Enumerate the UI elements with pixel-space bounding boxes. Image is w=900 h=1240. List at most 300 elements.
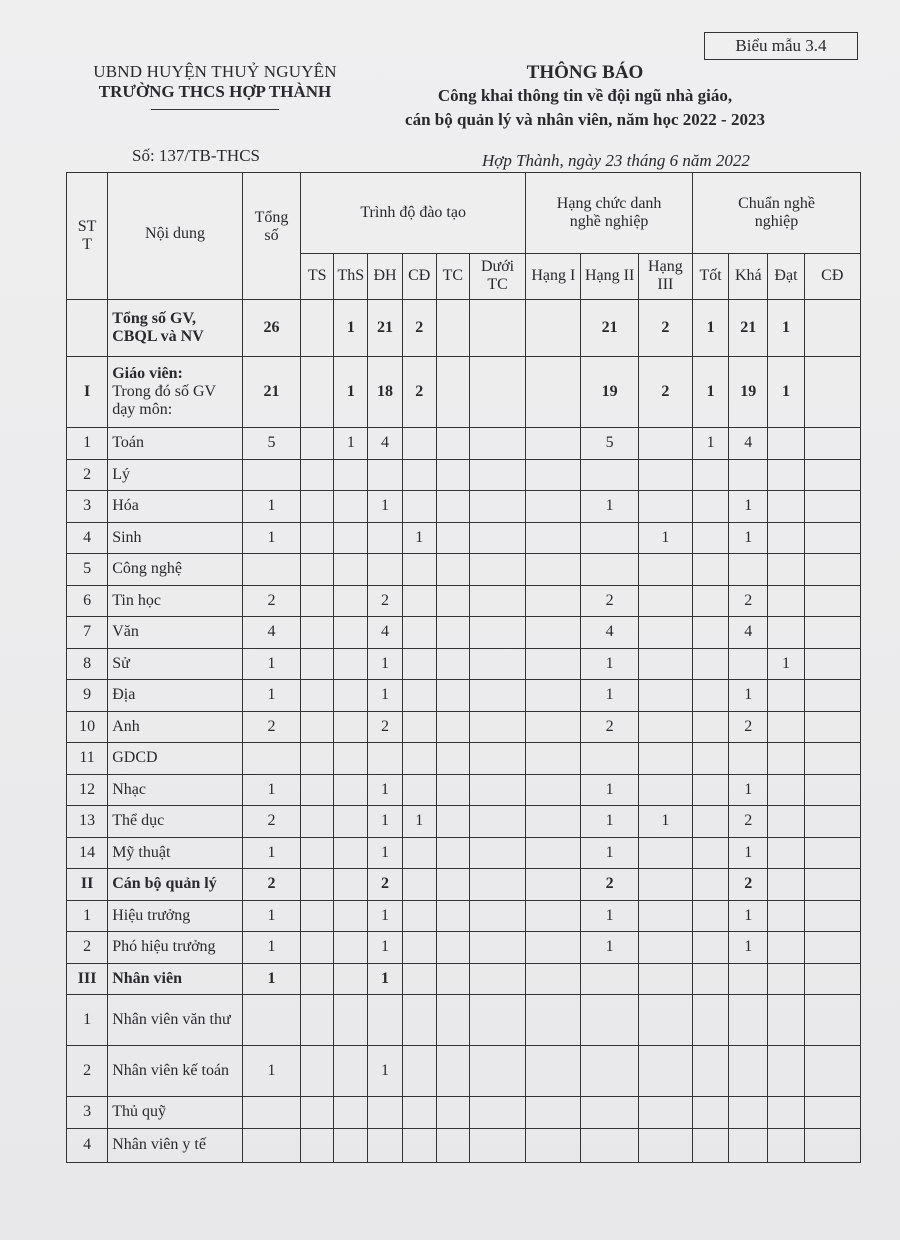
cell-ths	[334, 774, 368, 806]
cell-cd	[402, 617, 436, 649]
cell-duoitc	[469, 428, 525, 460]
cell-kha: 1	[729, 491, 768, 523]
row-content: Nhân viên y tế	[108, 1128, 243, 1162]
cell-dh	[368, 1128, 402, 1162]
cell-ths: 1	[334, 428, 368, 460]
cell-dat	[768, 1128, 804, 1162]
row-content-text: Trong đó số GV dạy môn:	[112, 383, 216, 418]
row-stt: 8	[67, 648, 108, 680]
cell-tc	[436, 357, 469, 428]
cell-tot	[693, 1046, 729, 1097]
cell-h3	[638, 491, 692, 523]
cell-cd2	[804, 522, 860, 554]
row-content-heading: Giáo viên:	[112, 365, 183, 382]
cell-kha: 1	[729, 774, 768, 806]
row-stt: 14	[67, 837, 108, 869]
cell-cd2	[804, 963, 860, 995]
cell-dat	[768, 522, 804, 554]
cell-cd2	[804, 1128, 860, 1162]
cell-h2: 1	[581, 806, 638, 838]
cell-ts	[301, 428, 334, 460]
table-row	[67, 428, 861, 460]
cell-cd	[402, 963, 436, 995]
cell-dh: 21	[368, 300, 402, 357]
cell-total: 1	[242, 522, 300, 554]
cell-kha	[729, 648, 768, 680]
table-row	[67, 1097, 861, 1129]
cell-tot: 1	[693, 300, 729, 357]
cell-duoitc	[469, 900, 525, 932]
cell-dh: 18	[368, 357, 402, 428]
row-stt: 9	[67, 680, 108, 712]
cell-tc	[436, 680, 469, 712]
cell-total: 26	[242, 300, 300, 357]
cell-dat	[768, 774, 804, 806]
cell-ts	[301, 774, 334, 806]
cell-h3	[638, 869, 692, 901]
cell-ts	[301, 459, 334, 491]
cell-total: 1	[242, 900, 300, 932]
subheader-cell: TS	[301, 253, 334, 299]
cell-h1	[526, 774, 581, 806]
heading-subtitle-2: cán bộ quản lý và nhân viên, năm học 2022 - 2023	[405, 110, 765, 129]
table-row	[67, 995, 861, 1046]
cell-h1	[526, 995, 581, 1046]
cell-cd	[402, 459, 436, 491]
cell-h1	[526, 963, 581, 995]
cell-total: 1	[242, 932, 300, 964]
row-stt: 2	[67, 1046, 108, 1097]
document-number: Số: 137/TB-THCS	[132, 146, 260, 165]
cell-cd2	[804, 428, 860, 460]
cell-tot	[693, 869, 729, 901]
cell-tc	[436, 1097, 469, 1129]
cell-tc	[436, 806, 469, 838]
cell-duoitc	[469, 300, 525, 357]
cell-cd: 2	[402, 300, 436, 357]
cell-tot	[693, 995, 729, 1046]
cell-dh	[368, 1097, 402, 1129]
cell-ths	[334, 459, 368, 491]
table-row	[67, 774, 861, 806]
cell-h1	[526, 522, 581, 554]
cell-tc	[436, 900, 469, 932]
cell-ths	[334, 522, 368, 554]
cell-cd2	[804, 357, 860, 428]
header-total: Tổng số	[242, 173, 300, 300]
cell-cd	[402, 428, 436, 460]
cell-dh: 1	[368, 1046, 402, 1097]
cell-h3	[638, 774, 692, 806]
header-training: Trình độ đào tạo	[301, 173, 526, 254]
cell-h2: 1	[581, 837, 638, 869]
cell-cd2	[804, 554, 860, 586]
cell-tot	[693, 743, 729, 775]
row-stt: 2	[67, 459, 108, 491]
cell-dh	[368, 743, 402, 775]
cell-dat	[768, 585, 804, 617]
table-row	[67, 648, 861, 680]
cell-tc	[436, 995, 469, 1046]
header-rank: Hạng chức danh nghề nghiệp	[526, 173, 693, 254]
cell-total: 1	[242, 1046, 300, 1097]
cell-cd	[402, 1097, 436, 1129]
cell-duoitc	[469, 1128, 525, 1162]
row-content: Tin học	[108, 585, 243, 617]
cell-tot	[693, 1128, 729, 1162]
cell-h2: 2	[581, 711, 638, 743]
row-content: Công nghệ	[108, 554, 243, 586]
table-row	[67, 680, 861, 712]
cell-dh: 2	[368, 585, 402, 617]
cell-cd2	[804, 617, 860, 649]
cell-total	[242, 1128, 300, 1162]
cell-ths: 1	[334, 300, 368, 357]
cell-tot: 1	[693, 428, 729, 460]
cell-h1	[526, 932, 581, 964]
cell-cd2	[804, 743, 860, 775]
cell-ts	[301, 554, 334, 586]
table-row	[67, 869, 861, 901]
cell-h1	[526, 1046, 581, 1097]
cell-duoitc	[469, 995, 525, 1046]
table-row	[67, 522, 861, 554]
cell-h3	[638, 680, 692, 712]
cell-h1	[526, 428, 581, 460]
row-stt: 3	[67, 491, 108, 523]
table-row	[67, 459, 861, 491]
cell-h2	[581, 1097, 638, 1129]
cell-ts	[301, 1046, 334, 1097]
cell-kha: 1	[729, 680, 768, 712]
subheader-cell: Đạt	[768, 253, 804, 299]
table-row	[67, 357, 861, 428]
cell-h1	[526, 585, 581, 617]
cell-ths	[334, 963, 368, 995]
cell-dh: 1	[368, 932, 402, 964]
row-content: Nhân viên kế toán	[108, 1046, 243, 1097]
cell-h1	[526, 806, 581, 838]
cell-tc	[436, 869, 469, 901]
cell-cd	[402, 1128, 436, 1162]
row-content: Phó hiệu trưởng	[108, 932, 243, 964]
cell-ts	[301, 869, 334, 901]
cell-h1	[526, 648, 581, 680]
cell-duoitc	[469, 837, 525, 869]
table-row	[67, 554, 861, 586]
cell-dat: 1	[768, 357, 804, 428]
cell-tot	[693, 648, 729, 680]
cell-duoitc	[469, 1046, 525, 1097]
cell-h2	[581, 554, 638, 586]
staff-table	[66, 172, 861, 1163]
cell-h1	[526, 300, 581, 357]
subheader-cell: Hạng III	[638, 253, 692, 299]
row-content: Hóa	[108, 491, 243, 523]
cell-duoitc	[469, 648, 525, 680]
cell-dat	[768, 617, 804, 649]
cell-ths	[334, 554, 368, 586]
subheader-cell: Tốt	[693, 253, 729, 299]
cell-total: 2	[242, 585, 300, 617]
cell-dat	[768, 680, 804, 712]
cell-total: 1	[242, 963, 300, 995]
cell-h1	[526, 837, 581, 869]
cell-kha	[729, 1097, 768, 1129]
cell-dh: 1	[368, 680, 402, 712]
cell-h3	[638, 428, 692, 460]
cell-cd2	[804, 491, 860, 523]
cell-duoitc	[469, 869, 525, 901]
row-stt: 1	[67, 428, 108, 460]
cell-duoitc	[469, 743, 525, 775]
cell-dat	[768, 900, 804, 932]
cell-h1	[526, 617, 581, 649]
cell-tot	[693, 680, 729, 712]
cell-tot	[693, 900, 729, 932]
cell-tc	[436, 743, 469, 775]
row-stt: III	[67, 963, 108, 995]
row-content: Nhân viên văn thư	[108, 995, 243, 1046]
cell-ts	[301, 617, 334, 649]
cell-duoitc	[469, 806, 525, 838]
cell-dh: 1	[368, 837, 402, 869]
table-row	[67, 837, 861, 869]
cell-duoitc	[469, 932, 525, 964]
cell-total: 2	[242, 806, 300, 838]
row-content: Sinh	[108, 522, 243, 554]
cell-duoitc	[469, 459, 525, 491]
row-stt: 6	[67, 585, 108, 617]
cell-ths	[334, 711, 368, 743]
cell-tot	[693, 554, 729, 586]
cell-dat	[768, 428, 804, 460]
cell-cd2	[804, 869, 860, 901]
cell-tot	[693, 837, 729, 869]
cell-dh: 1	[368, 963, 402, 995]
cell-dat	[768, 711, 804, 743]
cell-total: 4	[242, 617, 300, 649]
subheader-cell: Hạng I	[526, 253, 581, 299]
cell-total	[242, 459, 300, 491]
row-content: Hiệu trưởng	[108, 900, 243, 932]
cell-cd2	[804, 932, 860, 964]
cell-h2: 19	[581, 357, 638, 428]
row-stt: 1	[67, 995, 108, 1046]
subheader-cell: TC	[436, 253, 469, 299]
cell-h1	[526, 357, 581, 428]
cell-ths: 1	[334, 357, 368, 428]
subheader-cell: CĐ	[804, 253, 860, 299]
cell-total: 1	[242, 774, 300, 806]
header-content: Nội dung	[108, 173, 243, 300]
cell-kha: 2	[729, 869, 768, 901]
table-row	[67, 711, 861, 743]
document-heading	[360, 62, 810, 132]
cell-h2: 4	[581, 617, 638, 649]
cell-total: 1	[242, 648, 300, 680]
cell-dh: 1	[368, 806, 402, 838]
cell-total: 5	[242, 428, 300, 460]
cell-h2: 1	[581, 932, 638, 964]
row-content: Toán	[108, 428, 243, 460]
cell-duoitc	[469, 357, 525, 428]
cell-ths	[334, 1097, 368, 1129]
cell-ts	[301, 743, 334, 775]
cell-dh: 2	[368, 711, 402, 743]
row-stt: 5	[67, 554, 108, 586]
cell-dat	[768, 743, 804, 775]
row-stt: 3	[67, 1097, 108, 1129]
cell-h3	[638, 711, 692, 743]
cell-kha	[729, 1128, 768, 1162]
cell-ths	[334, 680, 368, 712]
cell-h2	[581, 1046, 638, 1097]
row-content: Văn	[108, 617, 243, 649]
cell-kha: 2	[729, 711, 768, 743]
cell-h2: 21	[581, 300, 638, 357]
cell-tc	[436, 491, 469, 523]
cell-duoitc	[469, 774, 525, 806]
cell-h3	[638, 585, 692, 617]
cell-total	[242, 554, 300, 586]
cell-ts	[301, 806, 334, 838]
cell-h3	[638, 617, 692, 649]
cell-dat	[768, 837, 804, 869]
cell-h2: 5	[581, 428, 638, 460]
row-content: Địa	[108, 680, 243, 712]
header-stt: ST T	[67, 173, 108, 300]
cell-h1	[526, 1097, 581, 1129]
cell-h3	[638, 1097, 692, 1129]
cell-dat: 1	[768, 648, 804, 680]
cell-h3	[638, 995, 692, 1046]
cell-cd	[402, 648, 436, 680]
cell-dat	[768, 459, 804, 491]
subheader-cell: CĐ	[402, 253, 436, 299]
cell-tot	[693, 806, 729, 838]
cell-cd	[402, 680, 436, 712]
cell-h2: 2	[581, 869, 638, 901]
cell-tc	[436, 300, 469, 357]
cell-dh	[368, 522, 402, 554]
cell-dat	[768, 491, 804, 523]
cell-dh: 2	[368, 869, 402, 901]
cell-ts	[301, 963, 334, 995]
cell-ts	[301, 648, 334, 680]
table-row	[67, 617, 861, 649]
table-row	[67, 900, 861, 932]
cell-tc	[436, 837, 469, 869]
cell-kha: 1	[729, 837, 768, 869]
row-content: Sử	[108, 648, 243, 680]
cell-duoitc	[469, 963, 525, 995]
row-content: Anh	[108, 711, 243, 743]
cell-ts	[301, 837, 334, 869]
cell-ths	[334, 869, 368, 901]
cell-kha: 4	[729, 428, 768, 460]
cell-ths	[334, 932, 368, 964]
cell-cd	[402, 585, 436, 617]
row-stt: 2	[67, 932, 108, 964]
cell-dat: 1	[768, 300, 804, 357]
cell-kha	[729, 963, 768, 995]
cell-cd	[402, 554, 436, 586]
cell-kha: 1	[729, 932, 768, 964]
cell-kha	[729, 554, 768, 586]
cell-ts	[301, 711, 334, 743]
cell-h3: 2	[638, 300, 692, 357]
table-row	[67, 932, 861, 964]
cell-tc	[436, 648, 469, 680]
cell-ts	[301, 585, 334, 617]
cell-kha: 19	[729, 357, 768, 428]
cell-kha	[729, 995, 768, 1046]
cell-dat	[768, 1046, 804, 1097]
cell-ts	[301, 357, 334, 428]
cell-cd: 1	[402, 806, 436, 838]
cell-h1	[526, 1128, 581, 1162]
cell-h1	[526, 459, 581, 491]
row-content: Nhân viên	[108, 963, 243, 995]
cell-total: 1	[242, 837, 300, 869]
cell-total: 2	[242, 711, 300, 743]
cell-tc	[436, 459, 469, 491]
cell-cd2	[804, 1097, 860, 1129]
cell-h2: 2	[581, 585, 638, 617]
cell-tc	[436, 554, 469, 586]
cell-ths	[334, 648, 368, 680]
cell-kha	[729, 1046, 768, 1097]
cell-cd	[402, 869, 436, 901]
cell-cd2	[804, 806, 860, 838]
subheader-cell: ThS	[334, 253, 368, 299]
cell-h1	[526, 900, 581, 932]
row-stt: II	[67, 869, 108, 901]
row-content: Nhạc	[108, 774, 243, 806]
cell-cd2	[804, 680, 860, 712]
cell-ths	[334, 900, 368, 932]
row-content: Cán bộ quản lý	[108, 869, 243, 901]
cell-kha: 2	[729, 806, 768, 838]
cell-cd2	[804, 648, 860, 680]
cell-h3	[638, 1046, 692, 1097]
cell-cd: 2	[402, 357, 436, 428]
cell-ths	[334, 806, 368, 838]
subheader-cell: Hạng II	[581, 253, 638, 299]
cell-kha	[729, 459, 768, 491]
cell-tc	[436, 585, 469, 617]
cell-duoitc	[469, 711, 525, 743]
cell-cd2	[804, 300, 860, 357]
cell-tot	[693, 774, 729, 806]
cell-cd	[402, 711, 436, 743]
cell-h3	[638, 554, 692, 586]
cell-tc	[436, 1128, 469, 1162]
cell-cd2	[804, 1046, 860, 1097]
cell-h3	[638, 743, 692, 775]
cell-ts	[301, 522, 334, 554]
cell-total	[242, 995, 300, 1046]
cell-cd	[402, 774, 436, 806]
form-code-box: Biểu mẫu 3.4	[704, 32, 858, 60]
cell-duoitc	[469, 680, 525, 712]
cell-kha: 21	[729, 300, 768, 357]
cell-ths	[334, 743, 368, 775]
table-row	[67, 743, 861, 775]
cell-total: 1	[242, 491, 300, 523]
org-line-2: TRƯỜNG THCS HỢP THÀNH	[98, 82, 332, 101]
